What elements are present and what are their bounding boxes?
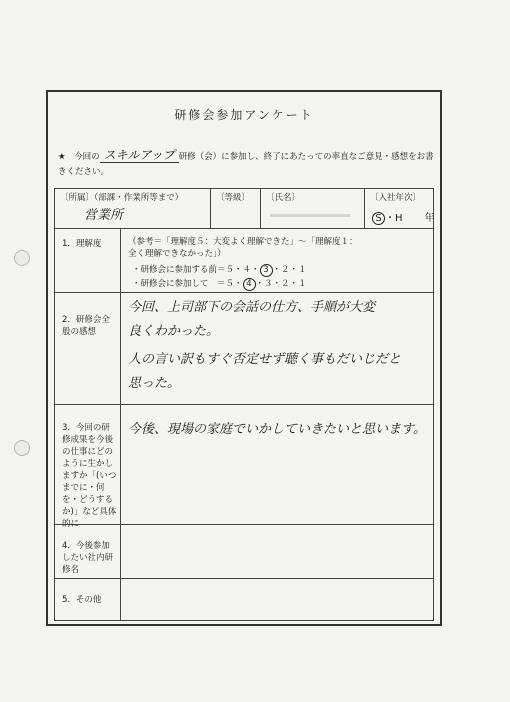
q3-answer: 今後、現場の家庭でいかしていきたいと思います。	[128, 422, 426, 437]
survey-form	[46, 90, 442, 626]
punch-hole-top	[14, 250, 30, 266]
q1-before: ・研修会に参加する前＝５・４・ 3 ・２・１	[132, 265, 307, 275]
dept-label: 〔所属〕（部課・作業所等まで）	[60, 193, 184, 203]
form-intro	[58, 148, 434, 180]
intro-prefix: ★ 今回の	[58, 152, 100, 162]
q5-label: 5．その他	[62, 595, 102, 605]
q2-answer-line4: 思った。	[128, 376, 181, 391]
q1-label: 1．理解度	[62, 239, 102, 249]
q3-label: 3．今回の研修成果を今後の仕事にどのように生かしますか「(いつまでに・何を・どうするか)」など具体的に	[62, 423, 117, 529]
intro-handwritten: スキルアップ	[100, 148, 179, 163]
q2-answer-line2: 良くわかった。	[128, 324, 220, 339]
label-column-divider	[120, 228, 121, 620]
name-label: 〔氏名〕	[266, 193, 301, 203]
q1-after: ・研修会に参加して ＝５・ 4 ・３・２・１	[132, 279, 307, 289]
form-title: 研修会参加アンケート	[174, 108, 314, 122]
q4-label: 4．今後参加したい社内研修名	[62, 541, 114, 575]
table-top-border	[54, 188, 434, 189]
q1-reference: （参考＝「理解度５：大変よく理解できた」～「理解度１：全く理解できなかった」）	[128, 237, 358, 259]
join-year-label: 〔入社年次〕	[370, 193, 422, 203]
intro-suffix: 研修（会）に参加し、終了にあたっての率直なご意見・感想をお書きください。	[58, 152, 434, 177]
join-year-value: S ・H 年	[372, 212, 435, 225]
q2-label: 2．研修会全般の感想	[62, 315, 110, 337]
q2-answer-line3: 人の言い訳もすぐ否定せず聴く事もだいじだと	[128, 352, 402, 367]
punch-hole-bottom	[14, 440, 30, 456]
q2-answer-line1: 今回、上司部下の会話の仕方、手順が大変	[128, 300, 376, 315]
redacted-name	[270, 214, 350, 217]
grade-label: 〔等級〕	[216, 193, 251, 203]
dept-value: 営業所	[84, 208, 124, 223]
